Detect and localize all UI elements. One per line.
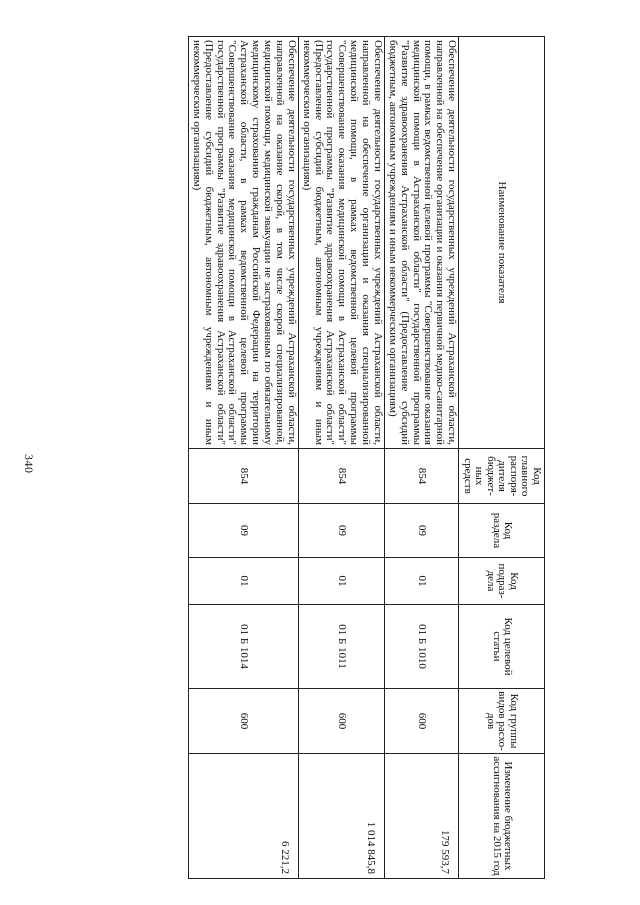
- row-section-code: 09: [188, 504, 298, 558]
- header-section-code: Код раздела: [459, 504, 545, 558]
- header-expense-group-code: Код группы видов расхо-дов: [459, 689, 545, 754]
- table-row: [384, 37, 458, 879]
- row-expense-group-code: 600: [188, 689, 298, 754]
- header-amount: Изменение бюджетных ассигнования на 2015 год: [459, 754, 545, 879]
- rotated-table-container: [189, 36, 545, 878]
- row-name: Обеспечение деятельности государственных учреждений Астраханской области, направленной на обеспечение организации и оказания первичной медико-санитарной помощи, в рамках ведомственной целевой программы "Совершенствование оказания медицинской помощи в Астраханской области" государственной программы "Развитие здравоохранения Астраханской области" (Предоставление субсидий бюджетным, автономным учреждениям и иным некоммерческим организациям): [384, 37, 458, 449]
- row-subsection-code: 01: [384, 558, 458, 605]
- header-subsection-code: Код подраз-дела: [459, 558, 545, 605]
- row-admin-code: 854: [384, 449, 458, 504]
- row-admin-code: 854: [188, 449, 298, 504]
- row-admin-code: 854: [298, 449, 384, 504]
- header-target-code: Код целевой статьи: [459, 605, 545, 689]
- row-subsection-code: 01: [188, 558, 298, 605]
- budget-table: [188, 36, 545, 879]
- page-number: 340: [22, 454, 36, 474]
- table-row: [188, 37, 298, 879]
- row-target-code: 01 Б 1011: [298, 605, 384, 689]
- row-amount: 179 593,7: [384, 754, 458, 879]
- table-row: [298, 37, 384, 879]
- header-admin-code: Код главного распоря-дителя бюджет-ных средств: [459, 449, 545, 504]
- row-name: Обеспечение деятельности государственных учреждений Астраханской области, направленной на оказание скорой, в том числе скорой специализированной, медицинской помощи, медицинской эвакуации не застрахованным по обязательному медицинскому страхованию гражданам Российской Федерации на территории Астраханской области, в рамках ведомственной целевой программы "Совершенствование оказания медицинской помощи в Астраханской области" государственной программы "Развитие здравоохранения Астраханской области" (Предоставление субсидий бюджетным, автономным учреждениям и иным некоммерческим организациям): [188, 37, 298, 449]
- row-target-code: 01 Б 1010: [384, 605, 458, 689]
- row-section-code: 09: [298, 504, 384, 558]
- table-header-row: [459, 37, 545, 879]
- row-amount: 1 014 845,8: [298, 754, 384, 879]
- row-name: Обеспечение деятельности государственных учреждений Астраханской области, направленной на обеспечение организации и оказания специализированной медицинской помощи, в рамках ведомственной целевой программы "Совершенствование оказания медицинской помощи в Астраханской области" государственной программы "Развитие здравоохранения Астраханской области" (Предоставление субсидий бюджетным, автономным учреждениям и иным некоммерческим организациям): [298, 37, 384, 449]
- row-expense-group-code: 600: [298, 689, 384, 754]
- row-subsection-code: 01: [298, 558, 384, 605]
- row-expense-group-code: 600: [384, 689, 458, 754]
- row-section-code: 09: [384, 504, 458, 558]
- row-amount: 6 221,2: [188, 754, 298, 879]
- row-target-code: 01 Б 1014: [188, 605, 298, 689]
- header-name: Наименование показателя: [459, 37, 545, 449]
